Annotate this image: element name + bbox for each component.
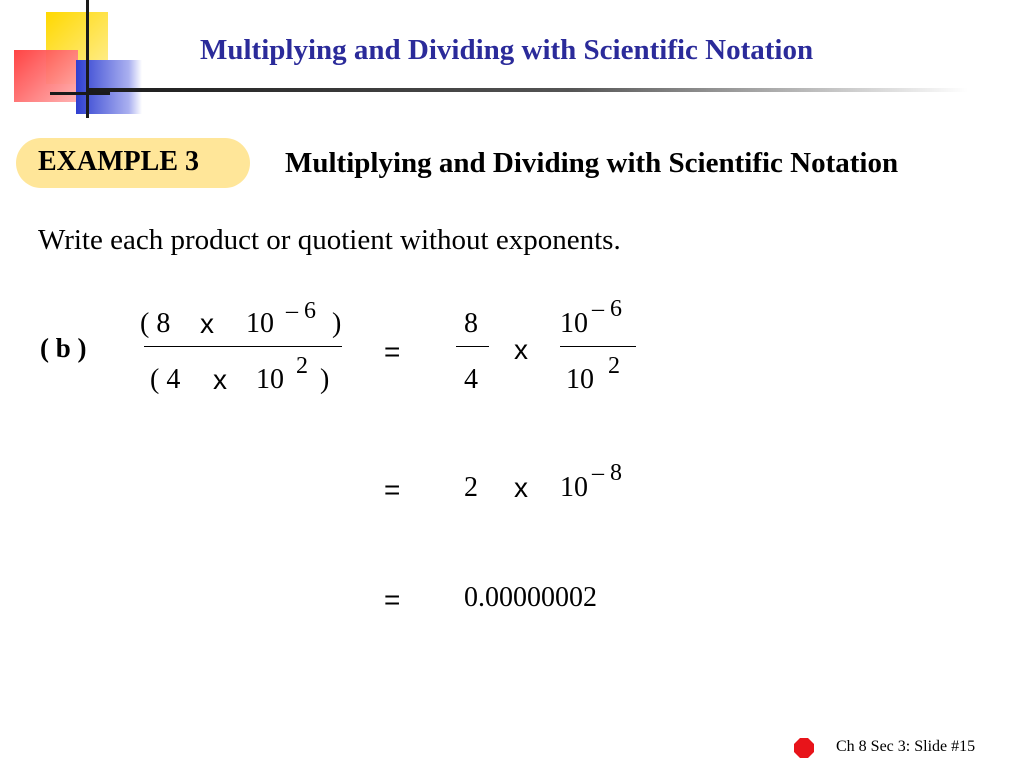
corner-decoration (0, 0, 150, 120)
step2-exponent: – 8 (592, 460, 622, 486)
step1-frac1-denominator: 4 (464, 364, 478, 395)
slide-number: Ch 8 Sec 3: Slide #15 (836, 738, 976, 755)
step1-frac1-bar (456, 346, 489, 347)
example-heading: Multiplying and Dividing with Scientific Notation (285, 147, 899, 179)
lhs-fraction-bar (144, 346, 342, 347)
step3-equals: = (384, 584, 401, 615)
header-rule (88, 88, 968, 92)
vertical-rule (86, 0, 89, 118)
stop-octagon-icon (794, 738, 814, 758)
instruction-text: Write each product or quotient without exponents. (38, 224, 621, 256)
step1-frac2-den-exponent: 2 (608, 353, 620, 379)
lhs-num-times: x (200, 308, 214, 339)
page-title: Multiplying and Dividing with Scientific Notation (200, 34, 814, 66)
step1-frac2-bar (560, 346, 636, 347)
step1-frac2-num-base: 10 (560, 308, 588, 339)
step2-equals: = (384, 474, 401, 505)
step1-frac2-den-base: 10 (566, 364, 594, 395)
step1-equals: = (384, 336, 401, 367)
part-label: ( b ) (40, 333, 87, 363)
stop-icon[interactable] (794, 738, 814, 758)
lhs-num-exponent: – 6 (286, 298, 316, 324)
lhs-den-exponent: 2 (296, 353, 308, 379)
step2-times: x (514, 472, 528, 503)
step1-frac2-num-exponent: – 6 (592, 296, 622, 322)
lhs-den-close: ) (320, 364, 330, 395)
step2-coefficient: 2 (464, 472, 478, 503)
step1-frac1-numerator: 8 (464, 308, 478, 339)
step2-base: 10 (560, 472, 588, 503)
lhs-den-base: 10 (256, 364, 284, 395)
lhs-num-open: ( 8 (140, 308, 171, 339)
step1-times: x (514, 334, 528, 365)
horizontal-rule-short (50, 92, 110, 95)
lhs-num-close: ) (332, 308, 342, 339)
lhs-den-times: x (213, 364, 227, 395)
lhs-num-base: 10 (246, 308, 274, 339)
lhs-den-open: ( 4 (150, 364, 181, 395)
example-badge-label: EXAMPLE 3 (38, 146, 199, 177)
step3-value: 0.00000002 (464, 582, 597, 613)
